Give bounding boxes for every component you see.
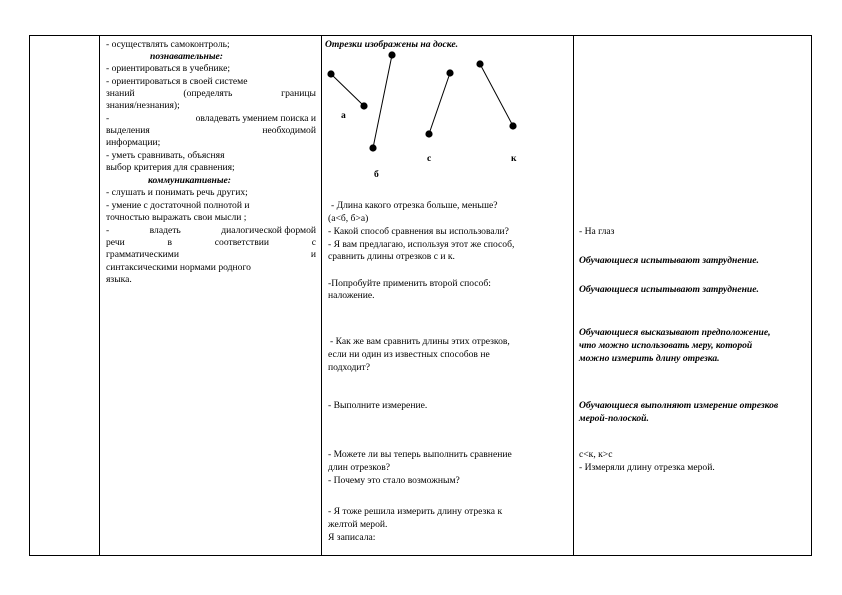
question-why: - Почему это стало возможным? xyxy=(328,475,460,486)
segment-c-label: с xyxy=(427,153,432,164)
segment-a xyxy=(327,70,367,109)
text-line xyxy=(106,113,316,124)
student-action: Обучающиеся выполняют измерение отрезков xyxy=(579,400,779,411)
segment-a-label: а xyxy=(341,110,346,121)
heading-cognitive: познавательные: xyxy=(150,51,223,62)
segments-figure xyxy=(322,36,574,186)
word: соответствии xyxy=(214,237,269,248)
text-line: - слушать и понимать речь других; xyxy=(106,187,248,198)
word: с xyxy=(311,237,316,248)
teacher-statement: - Я тоже решила измерить длину отрезка к xyxy=(328,506,503,517)
text-line: сравнить длины отрезков с и к. xyxy=(328,251,455,262)
word: диалогической формой xyxy=(221,225,316,236)
word: необходимой xyxy=(262,125,316,136)
segments-title: Отрезки изображены на доске. xyxy=(325,39,459,50)
word: (определять xyxy=(183,88,233,99)
answer-inline: (а<б, б>а) xyxy=(328,213,369,224)
text-line: - ориентироваться в своей системе xyxy=(106,76,248,87)
segment-b xyxy=(369,51,395,151)
student-hypothesis: Обучающиеся высказывают предположение, xyxy=(579,327,771,338)
text-line: - умение с достаточной полнотой и xyxy=(106,200,250,211)
segment-c xyxy=(425,69,453,137)
student-result: с<к, к>с xyxy=(579,449,613,460)
question-method: - Какой способ сравнения вы использовали? xyxy=(328,226,509,237)
question-overlay: -Попробуйте применить второй способ: xyxy=(328,278,491,289)
word: в xyxy=(167,237,173,248)
text-line: мерой-полоской. xyxy=(579,413,649,424)
text-line: Я записала: xyxy=(328,532,376,543)
question-compare: - Я вам предлагаю, используя этот же способ, xyxy=(328,239,515,250)
text-line: информации; xyxy=(106,137,161,148)
text-line: что можно использовать меру, которой xyxy=(579,340,753,351)
word: знаний xyxy=(106,88,135,99)
word: - xyxy=(106,113,110,124)
instruction-measure: - Выполните измерение. xyxy=(328,400,428,411)
text-line: - уметь сравнивать, объясняя xyxy=(106,150,225,161)
text-line: - осуществлять самоконтроль; xyxy=(106,39,230,50)
question-how: - Как же вам сравнить длины этих отрезков, xyxy=(330,336,510,347)
heading-communicative: коммуникативные: xyxy=(148,175,231,186)
word: - xyxy=(106,225,110,236)
text-line: - ориентироваться в учебнике; xyxy=(106,63,230,74)
text-line: подходит? xyxy=(328,362,370,373)
segment-b-label: б xyxy=(374,169,379,180)
text-line xyxy=(106,125,316,136)
table-column-skills xyxy=(100,36,322,555)
word: границы xyxy=(281,88,316,99)
text-line: желтой мерой. xyxy=(328,519,388,530)
word: грамматическими xyxy=(106,249,179,260)
text-line xyxy=(106,225,316,236)
word: речи xyxy=(106,237,125,248)
text-line xyxy=(106,249,316,260)
text-line: длин отрезков? xyxy=(328,462,391,473)
table-column-students xyxy=(574,36,811,555)
text-line: точностью выражать свои мысли ; xyxy=(106,212,247,223)
segment-k xyxy=(476,60,516,129)
word: выделения xyxy=(106,125,150,136)
text-line: выбор критерия для сравнения; xyxy=(106,162,235,173)
segment-k-label: к xyxy=(511,153,517,164)
text-line: наложение. xyxy=(328,290,375,301)
student-reaction: Обучающиеся испытывают затруднение. xyxy=(579,284,759,295)
text-line: языка. xyxy=(106,274,132,285)
question-compare-now: - Можете ли вы теперь выполнить сравнение xyxy=(328,449,512,460)
table-column-stage xyxy=(30,36,100,555)
text-line xyxy=(106,88,316,99)
text-line xyxy=(106,237,316,248)
text-line: синтаксическими нормами родного xyxy=(106,262,251,273)
table-column-teacher xyxy=(322,36,574,555)
student-reaction: Обучающиеся испытывают затруднение. xyxy=(579,255,759,266)
text-line: если ни один из известных способов не xyxy=(328,349,490,360)
student-answer: - На глаз xyxy=(579,226,615,237)
text-line: можно измерить длину отрезка. xyxy=(579,353,720,364)
text-line: знания/незнания); xyxy=(106,100,180,111)
word: и xyxy=(310,249,316,260)
word: владеть xyxy=(149,225,181,236)
question-length: - Длина какого отрезка больше, меньше? xyxy=(331,200,498,211)
word: овладевать умением поиска и xyxy=(195,113,316,124)
student-explanation: - Измеряли длину отрезка мерой. xyxy=(579,462,715,473)
lesson-table xyxy=(29,35,812,556)
